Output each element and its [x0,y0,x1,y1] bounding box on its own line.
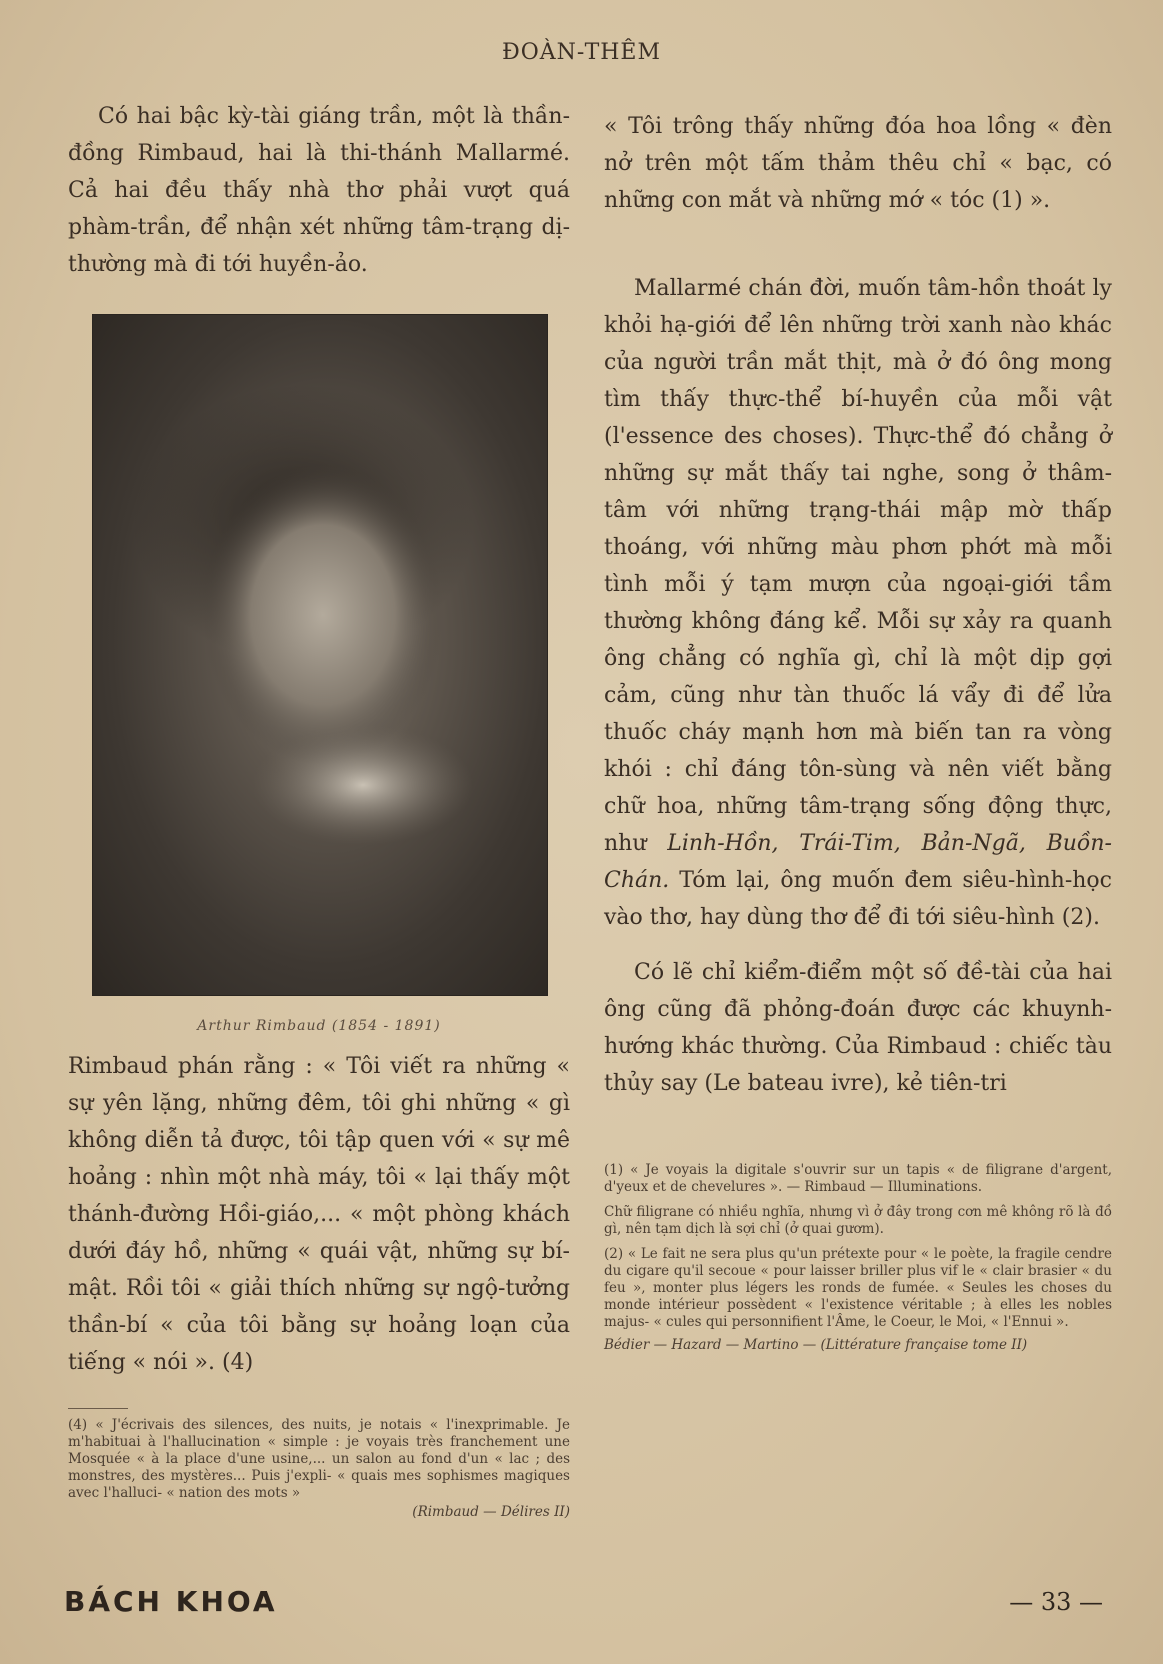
left-intro [68,98,570,283]
footnote-rule [68,1408,128,1409]
footnote-4-source: (Rimbaud — Délires II) [412,1504,570,1520]
mallarme-italic-terms: Linh-Hồn, Trái-Tim, Bản-Ngã, Buồn-Chán. [604,831,1112,893]
footnote-1-note: Chữ filigrane có nhiều nghĩa, nhưng vì ở đây trong cơn mê không rõ là đồ gì, nên tạm dịch là sợi chỉ (ở quai gươm). [604,1204,1112,1237]
mallarme-paragraph [604,270,1112,936]
intro-paragraph: Có hai bậc kỳ-tài giáng trần, một là thần-đồng Rimbaud, hai là thi-thánh Mallarmé. Cả hai đều thấy nhà thơ phải vượt quá phàm-trần, để nhận xét những tâm-trạng dị-thường mà đi tới huyền-ảo. [68,104,570,277]
left-quote [68,1048,570,1381]
portrait-image [93,315,547,995]
right-body [604,270,1112,1102]
rimbaud-quote: Rimbaud phán rằng : « Tôi viết ra những « sự yên lặng, những đêm, tôi ghi những « gì không diễn tả được, tôi tập quen với « sự mê hoảng : nhìn một nhà máy, tôi « lại thấy một thánh-đường Hồi-giáo,... « một phòng khách dưới đáy hồ, những « quái vật, những sự bí-mật. Rồi tôi « giải thích những sự ngộ-tưởng thần-bí « của tôi bằng sự hoảng loạn của tiếng « nói ». (4) [68,1054,570,1375]
rimbaud-portrait [92,314,548,996]
right-footnotes [604,1162,1112,1354]
photo-caption: Arthur Rimbaud (1854 - 1891) [197,1018,441,1034]
mallarme-text-end: Tóm lại, ông muốn đem siêu-hình-học vào thơ, hay dùng thơ để đi tới siêu-hình (2). [604,868,1112,930]
right-quote [604,108,1112,219]
footnote-4: (4) « J'écrivais des silences, des nuits, je notais « l'inexprimable. Je m'habituai à l'hallucination « simple : je voyais très franchement une Mosquée « à la place d'une usine,... un salon au fond d'un « lac ; des monstres, des mystères... Puis j'expli- « quais mes sophismes magiques avec l'halluci- « nation des mots » [68,1417,570,1501]
footnote-2-source: Bédier — Hazard — Martino — (Littérature française tome II) [604,1337,1028,1353]
page-number: — 33 — [1009,1588,1103,1616]
mallarme-text-start: Mallarmé chán đời, muốn tâm-hồn thoát ly khỏi hạ-giới để lên những trời xanh nào khác của người trần mắt thịt, mà ở đó ông mong tìm thấy thực-thể bí-huyền của mỗi vật (l'essence des choses). Thực-thể đó chẳng ở những sự mắt thấy tai nghe, song ở thâm-tâm với những trạng-thái mập mờ thấp thoáng, với những màu phơn phớt mà mỗi tình mỗi ý tạm mượn của ngoại-giới tầm thường không đáng kể. Mỗi sự xảy ra quanh ông chẳng có nghĩa gì, chỉ là một dịp gợi cảm, cũng như tàn thuốc lá vẩy đi để lửa thuốc cháy mạnh hơn mà biến tan ra vòng khói : chỉ đáng tôn-sùng và nên viết bằng chữ hoa, những tâm-trạng sống động thực, như [604,276,1112,856]
page-header: ĐOÀN-THÊM [501,40,662,65]
illuminations-quote: « Tôi trông thấy những đóa hoa lồng « đèn nở trên một tấm thảm thêu chỉ « bạc, có những con mắt và những mớ « tóc (1) ». [604,114,1112,213]
footnote-1: (1) « Je voyais la digitale s'ouvrir sur un tapis « de filigrane d'argent, d'yeux et de chevelures ». — Rimbaud — Illuminations. [604,1162,1112,1195]
footnote-2: (2) « Le fait ne sera plus qu'un prétexte pour « le poète, la fragile cendre du cigare qu'il secoue « pour laisser briller plus vif le « clair brasier « du feu », monter plus légers les ronds de fumée. « Seules les choses du monde intérieur possèdent « l'existence véritable ; à elles les nobles majus- « cules qui personnifient l'Âme, le Coeur, le Moi, « l'Ennui ». [604,1246,1112,1330]
magazine-name: BÁCH KHOA [64,1585,278,1618]
left-footnote [68,1408,570,1521]
themes-paragraph: Có lẽ chỉ kiểm-điểm một số đề-tài của hai ông cũng đã phỏng-đoán được các khuynh-hướng khác thường. Của Rimbaud : chiếc tàu thủy say (Le bateau ivre), kẻ tiên-tri [604,960,1112,1096]
